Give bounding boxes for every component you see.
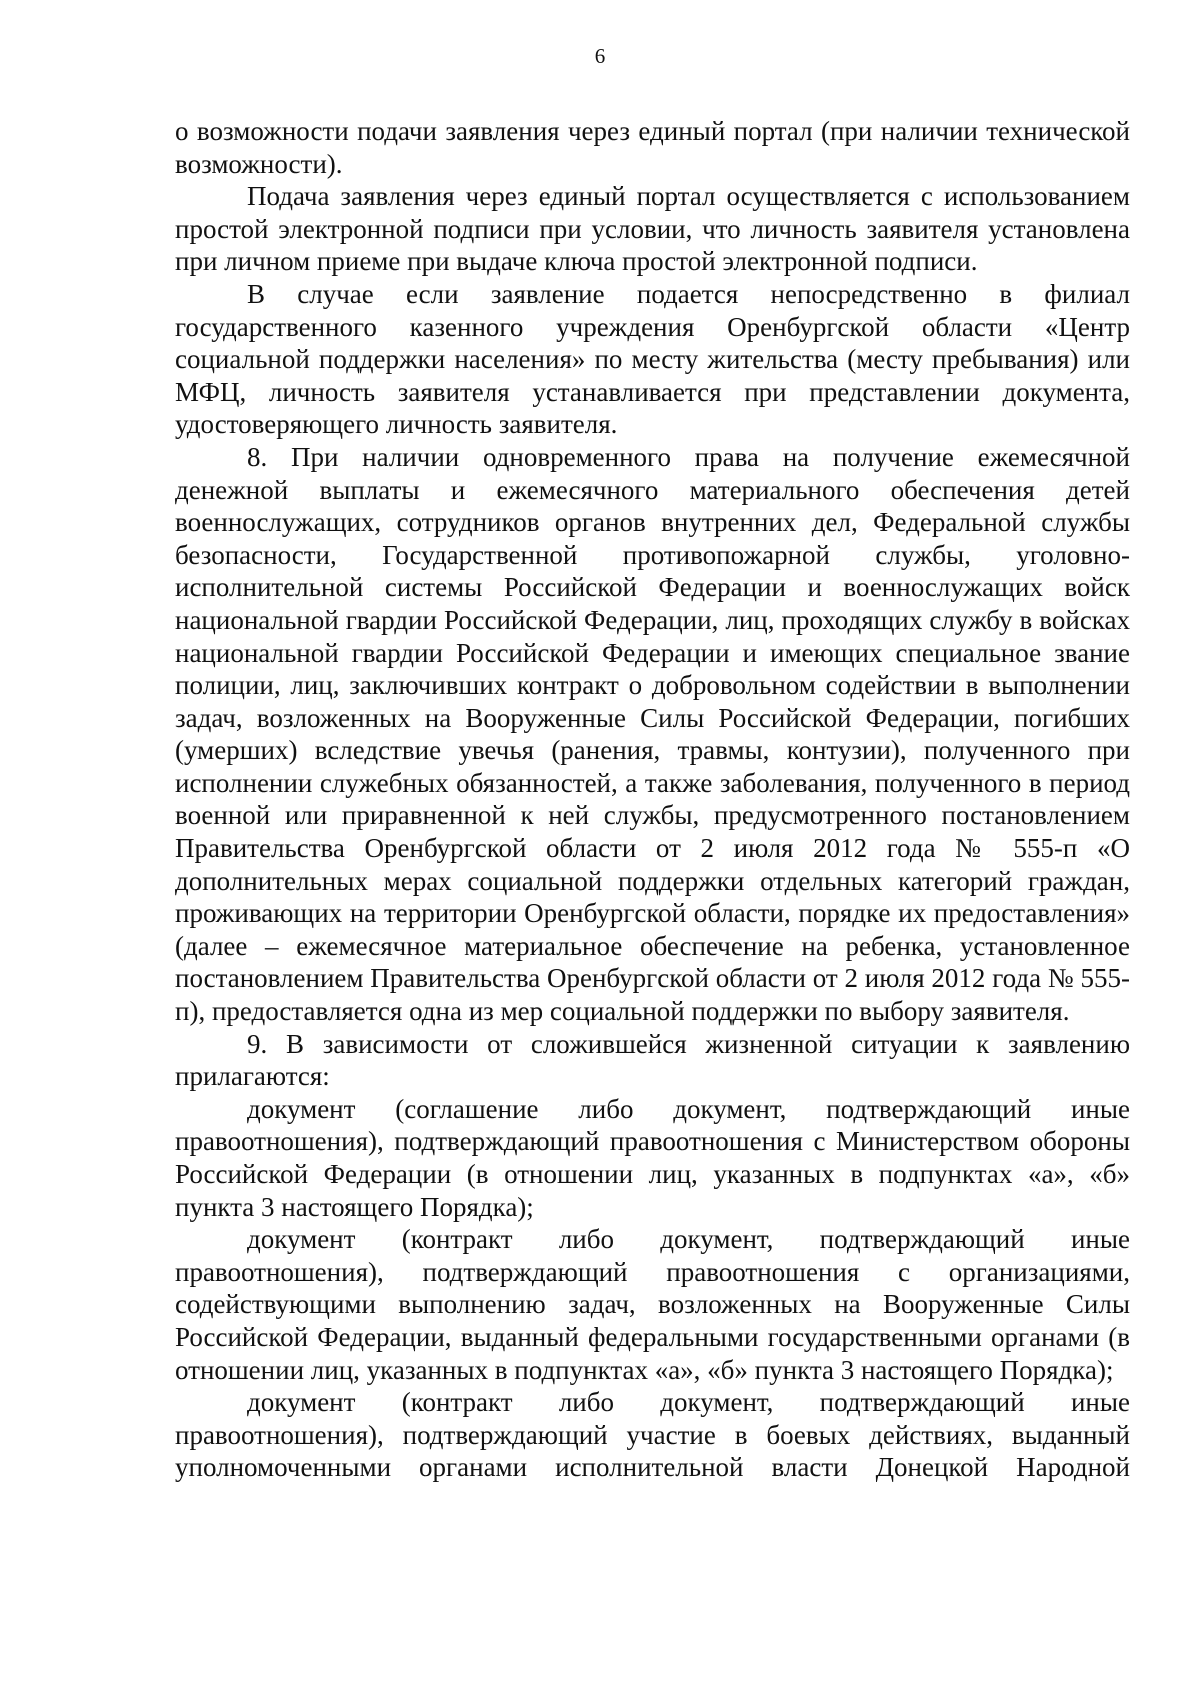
paragraph-document-combat: документ (контракт либо документ, подтверждающий иные правоотношения), подтверждающий участие в боевых действиях, выданный уполномоченными органами исполнительной власти Донецкой Народной <box>175 1387 1130 1483</box>
document-body <box>175 115 1130 1484</box>
paragraph-portal-possibility: о возможности подачи заявления через единый портал (при наличии технической возможности). <box>175 116 1130 179</box>
paragraph-direct-submission: В случае если заявление подается непосредственно в филиал государственного казенного учреждения Оренбургской области «Центр социальной поддержки населения» по месту жительства (месту пребывания) или МФЦ, личность заявителя устанавливается при представлении документа, удостоверяющего личность заявителя. <box>175 278 1130 440</box>
paragraph-portal-submission: Подача заявления через единый портал осуществляется с использованием простой электронной подписи при условии, что личность заявителя установлена при личном приеме при выдаче ключа простой электронной подписи. <box>175 181 1130 277</box>
paragraph-document-defense-ministry: документ (соглашение либо документ, подтверждающий иные правоотношения), подтверждающий правоотношения с Министерством обороны Российской Федерации (в отношении лиц, указанных в подпунктах «а», «б» пункта 3 настоящего Порядка); <box>175 1093 1130 1222</box>
page-number: 6 <box>594 44 606 68</box>
paragraph-document-organizations: документ (контракт либо документ, подтверждающий иные правоотношения), подтверждающий правоотношения с организациями, содействующими выполнению задач, возложенных на Вооруженные Силы Российской Федерации, выданный федеральными государственными органами (в отношении лиц, указанных в подпунктах «а», «б» пункта 3 настоящего Порядка); <box>175 1224 1130 1385</box>
paragraph-item-9: 9. В зависимости от сложившейся жизненной ситуации к заявлению прилагаются: <box>175 1028 1130 1092</box>
paragraph-item-8: 8. При наличии одновременного права на получение ежемесячной денежной выплаты и ежемесячного материального обеспечения детей военнослужащих, сотрудников органов внутренних дел, Федеральной службы безопасности, Государственной противопожарной службы, уголовно-исполнительной системы Российской Федерации и военнослужащих войск национальной гвардии Российской Федерации, лиц, проходящих службу в войсках национальной гвардии Российской Федерации и имеющих специальное звание полиции, лиц, заключивших контракт о добровольном содействии в выполнении задач, возложенных на Вооруженные Силы Российской Федерации, погибших (умерших) вследствие увечья (ранения, травмы, контузии), полученного при исполнении служебных обязанностей, а также заболевания, полученного в период военной или приравненной к ней службы, предусмотренного постановлением Правительства Оренбургской области от 2 июля 2012 года № 555-п «О дополнительных мерах социальной поддержки отдельных категорий граждан, проживающих на территории Оренбургской области, порядке их предоставления» (далее – ежемесячное материальное обеспечение на ребенка, установленное постановлением Правительства Оренбургской области от 2 июля 2012 года № 555-п), предоставляется одна из мер социальной поддержки по выбору заявителя. <box>175 441 1130 1027</box>
